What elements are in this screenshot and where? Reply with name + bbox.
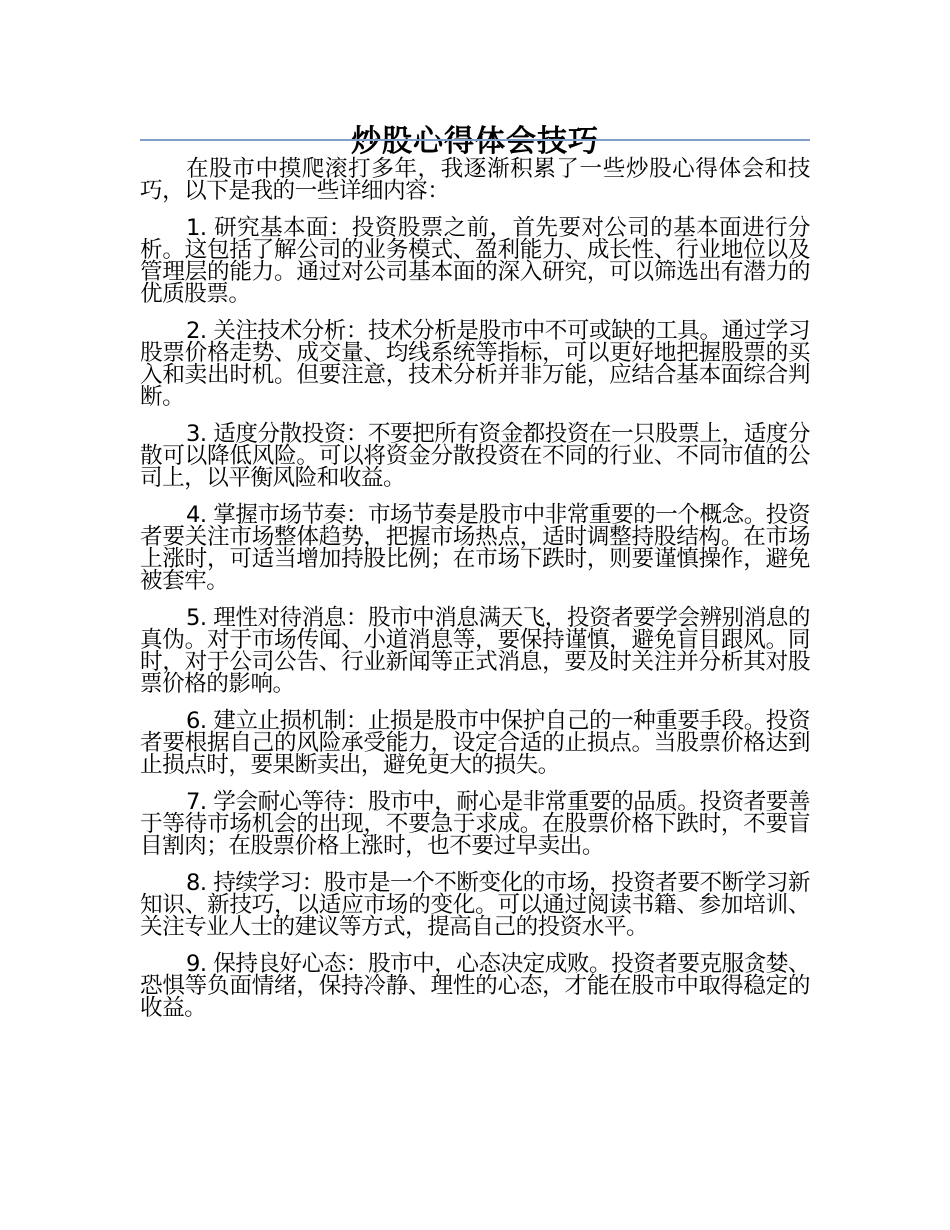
tip-paragraph-5: 5. 理性对待消息：股市中消息满天飞，投资者要学会辨别消息的真伪。对于市场传闻、小道消息等，要保持谨慎，避免盲目跟风。同时，对于公司公告、行业新闻等正式消息，要及时关注并分析其对股票价格的影响。 — [140, 605, 810, 697]
tip-paragraph-1: 1. 研究基本面：投资股票之前，首先要对公司的基本面进行分析。这包括了解公司的业务模式、盈利能力、成长性、行业地位以及管理层的能力。通过对公司基本面的深入研究，可以筛选出有潜力的优质股票。 — [140, 215, 810, 307]
tip-paragraph-6: 6. 建立止损机制：止损是股市中保护自己的一种重要手段。投资者要根据自己的风险承受能力，设定合适的止损点。当股票价格达到止损点时，要果断卖出，避免更大的损失。 — [140, 708, 810, 778]
tip-paragraph-4: 4. 掌握市场节奏：市场节奏是股市中非常重要的一个概念。投资者要关注市场整体趋势，把握市场热点，适时调整持股结构。在市场上涨时，可适当增加持股比例；在市场下跌时，则要谨慎操作，避免被套牢。 — [140, 502, 810, 594]
tip-paragraph-8: 8. 持续学习：股市是一个不断变化的市场，投资者要不断学习新知识、新技巧，以适应市场的变化。可以通过阅读书籍、参加培训、关注专业人士的建议等方式，提高自己的投资水平。 — [140, 870, 810, 940]
title-underline — [140, 139, 810, 141]
document-body — [140, 158, 810, 1034]
tip-paragraph-7: 7. 学会耐心等待：股市中，耐心是非常重要的品质。投资者要善于等待市场机会的出现，不要急于求成。在股票价格下跌时，不要盲目割肉；在股票价格上涨时，也不要过早卖出。 — [140, 789, 810, 859]
intro-paragraph: 在股市中摸爬滚打多年，我逐渐积累了一些炒股心得体会和技巧，以下是我的一些详细内容： — [140, 156, 810, 204]
tip-paragraph-3: 3. 适度分散投资：不要把所有资金都投资在一只股票上，适度分散可以降低风险。可以将资金分散投资在不同的行业、不同市值的公司上，以平衡风险和收益。 — [140, 421, 810, 491]
document-title: 炒股心得体会技巧 — [351, 124, 599, 160]
tip-paragraph-2: 2. 关注技术分析：技术分析是股市中不可或缺的工具。通过学习股票价格走势、成交量、均线系统等指标，可以更好地把握股票的买入和卖出时机。但要注意，技术分析并非万能，应结合基本面综合判断。 — [140, 318, 810, 410]
tip-paragraph-9: 9. 保持良好心态：股市中，心态决定成败。投资者要克服贪婪、恐惧等负面情绪，保持冷静、理性的心态，才能在股市中取得稳定的收益。 — [140, 951, 810, 1021]
